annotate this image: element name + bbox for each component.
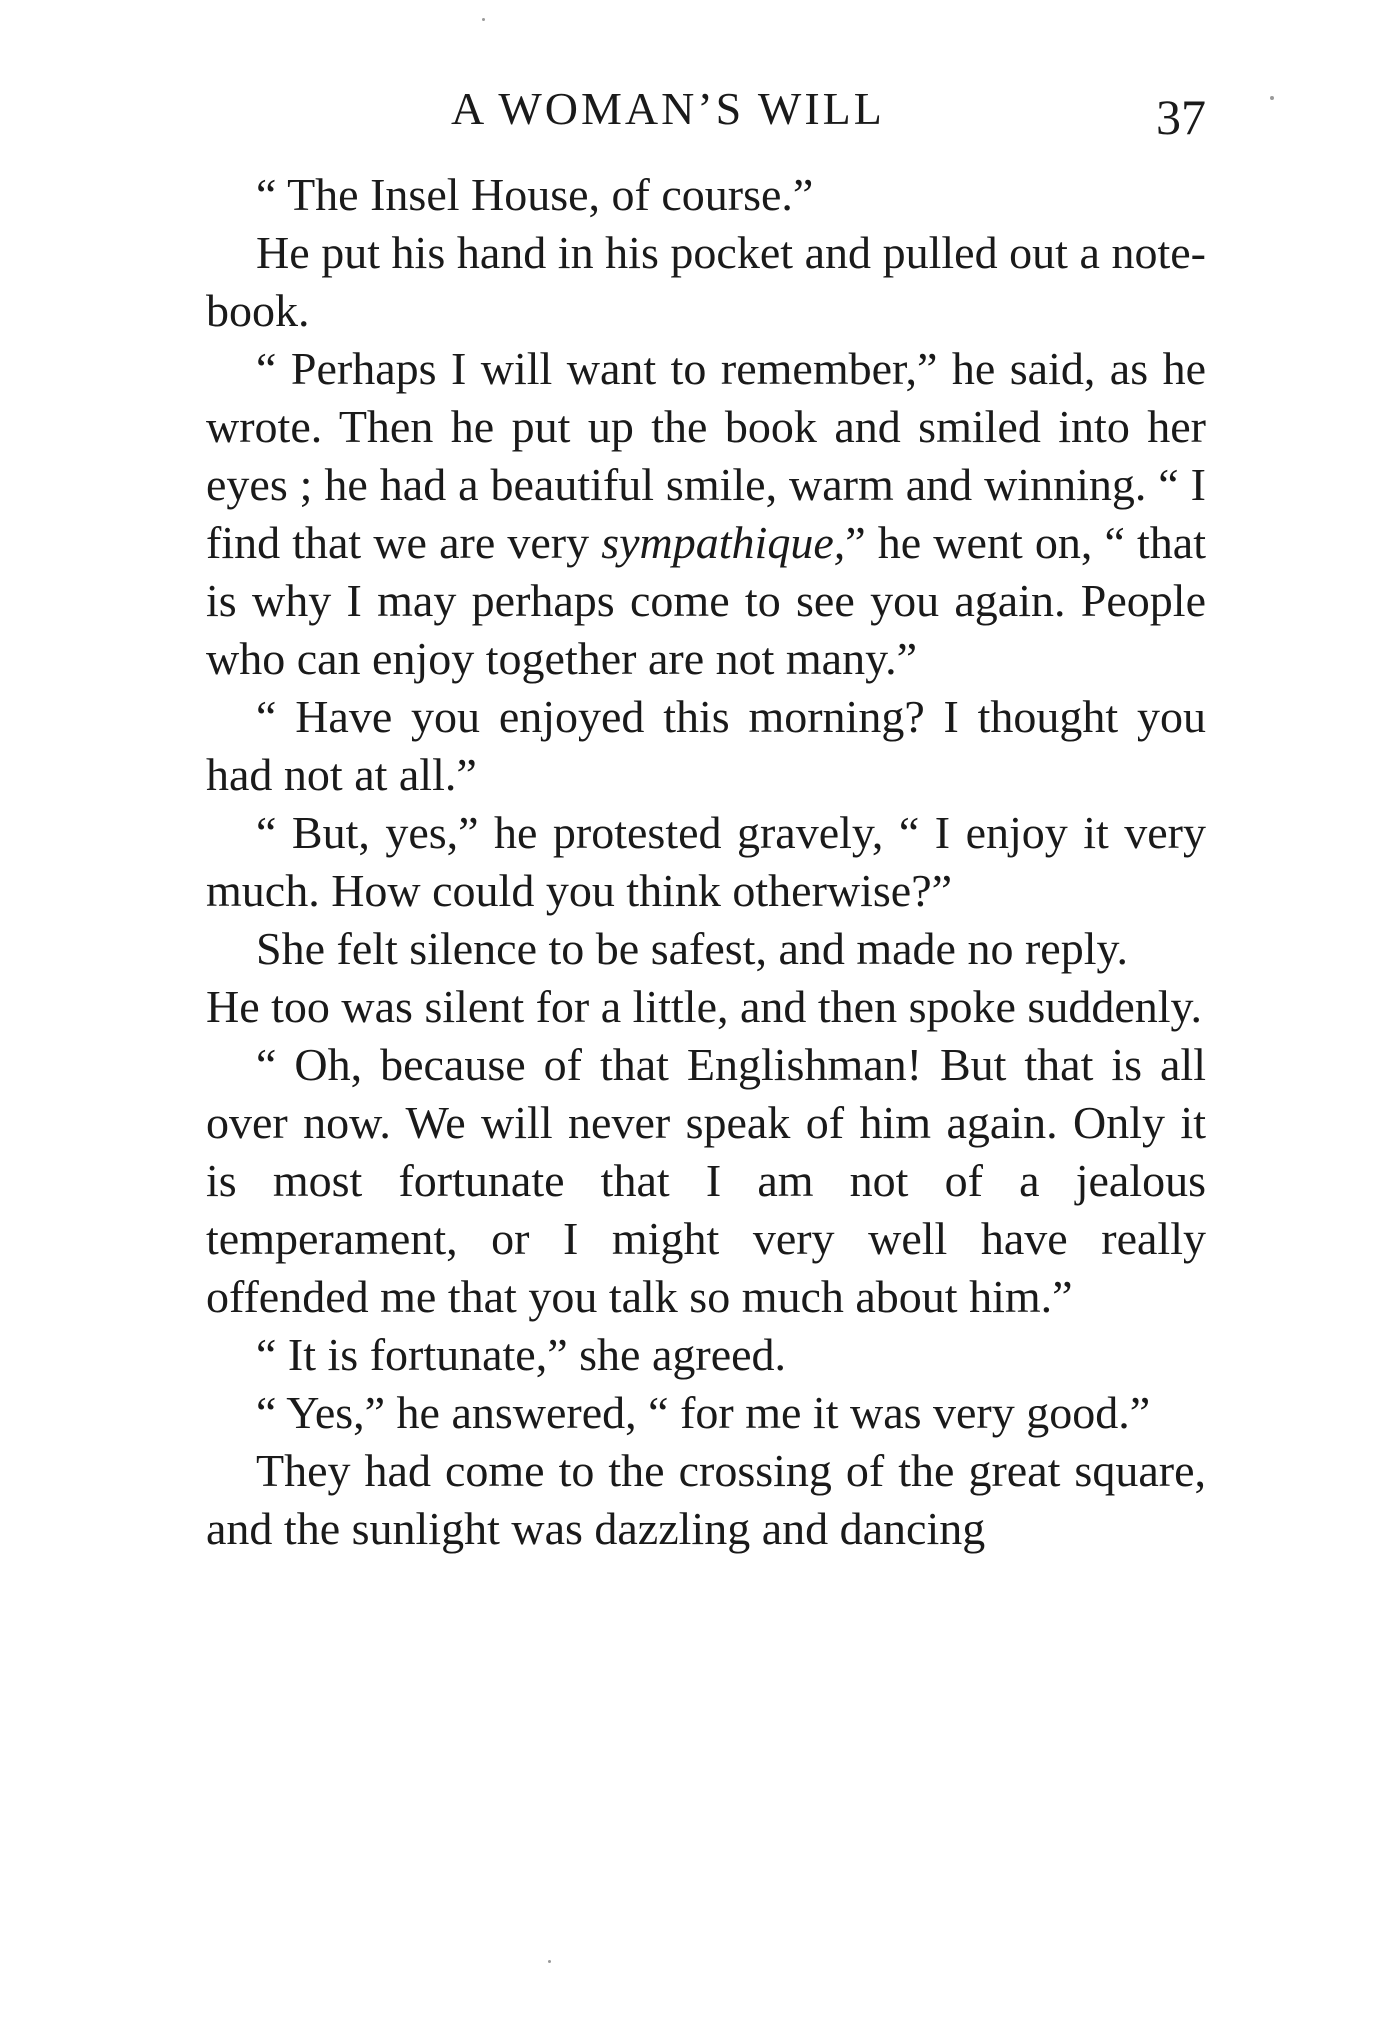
page-header	[206, 82, 1206, 152]
paragraph: “ Yes,” he answered, “ for me it was very good.”	[256, 1387, 1151, 1438]
page-number: 37	[1156, 89, 1206, 145]
body-text	[206, 166, 1206, 1558]
paragraph: They had come to the crossing of the great square, and the sunlight was dazzling and dancing	[206, 1445, 1206, 1554]
paragraph: “ Oh, because of that Englishman! But that is all over now. We will never speak of him again. Only it is most fortunate that I am not of a jealous temperament, or I might very well have really offended me that you talk so much about him.”	[206, 1039, 1206, 1322]
paragraph: She felt silence to be safest, and made no reply.	[256, 923, 1129, 974]
paragraph: “ Have you enjoyed this morning? I thought you had not at all.”	[206, 691, 1206, 800]
paragraph-with-italic	[206, 340, 1206, 688]
paragraph: “ The Insel House, of course.”	[256, 169, 814, 220]
paragraph-text: ” he went on, “ that is why I may perhaps come to see you again. People who can enjoy together are not many.”	[206, 517, 1206, 684]
paper-speck	[482, 18, 485, 21]
paragraph: “ It is fortunate,” she agreed.	[256, 1329, 787, 1380]
italic-word: sympathique,	[601, 517, 846, 568]
paper-speck	[548, 1960, 551, 1963]
paragraph-text: “ Perhaps I will want to remember,” he said, as he wrote. Then he put up the book and smiled into her eyes ; he had a beautiful smile, warm and winning. “ I find that we are very	[206, 343, 1206, 568]
paper-speck	[1270, 96, 1274, 100]
paragraph: He put his hand in his pocket and pulled out a note-book.	[206, 227, 1206, 336]
paragraph: “ But, yes,” he protested gravely, “ I enjoy it very much. How could you think otherwise?”	[206, 807, 1206, 916]
paragraph: He too was silent for a little, and then spoke suddenly.	[206, 981, 1203, 1032]
running-title: A WOMAN’S WILL	[451, 83, 885, 134]
